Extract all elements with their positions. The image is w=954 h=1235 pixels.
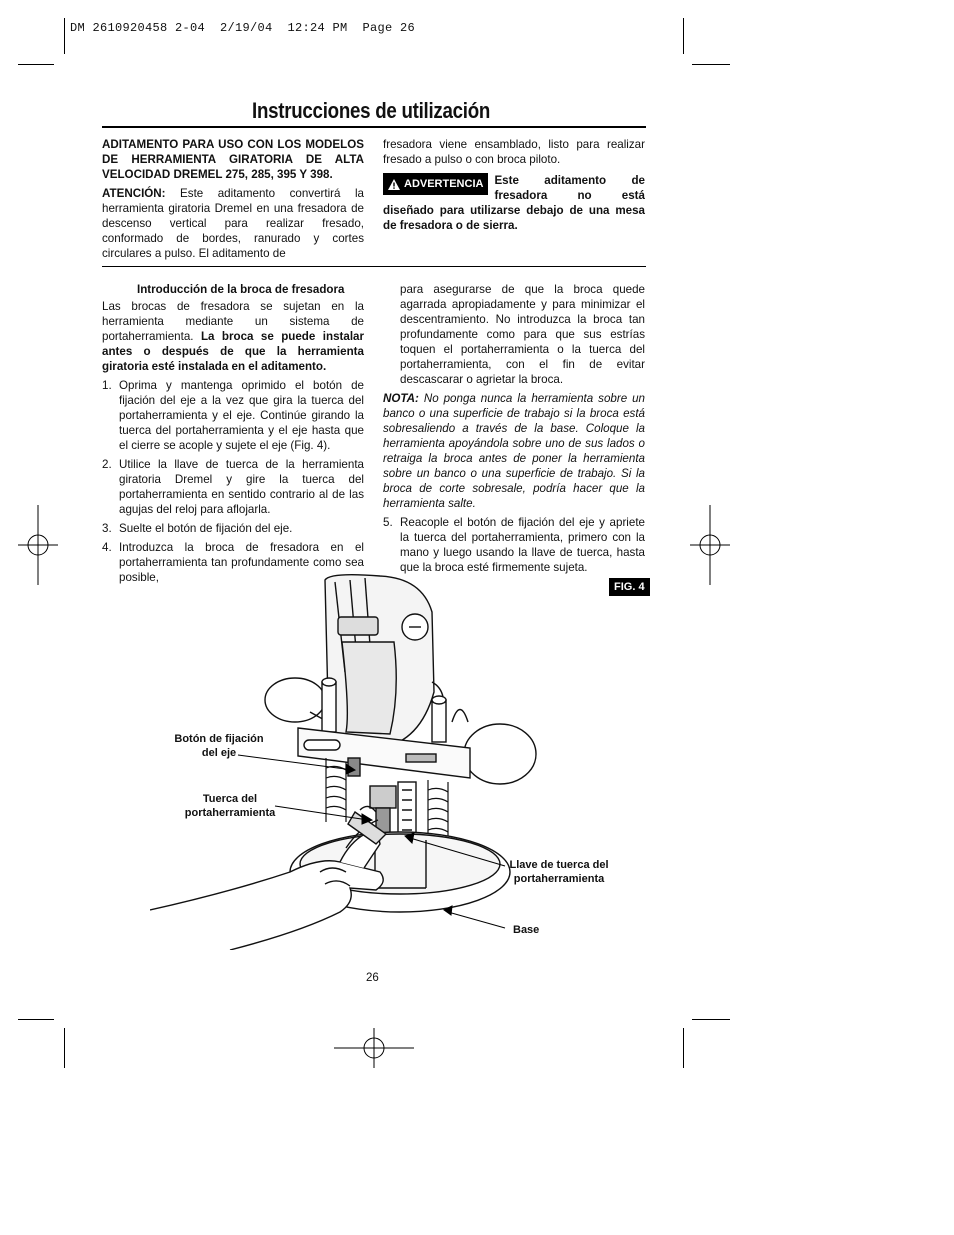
figure-label: FIG. 4 <box>609 578 650 596</box>
step-text: Introduzca la broca de fresadora en el portaherramienta tan profundamente como sea posible, <box>119 541 364 584</box>
attachment-continuation: fresadora viene ensamblado, listo para realizar fresado a pulso o con broca piloto. <box>383 138 645 166</box>
step-text: Suelte el botón de fijación del eje. <box>119 522 293 535</box>
callout-line: portaherramienta <box>513 873 605 885</box>
page-number: 26 <box>366 972 379 984</box>
wrench-callout <box>506 858 612 886</box>
collet-nut-callout <box>182 792 278 820</box>
note-label: NOTA: <box>383 392 419 405</box>
warning-text: Este aditamento de fresadora no está diseñado para utilizarse debajo de una mesa de fresadora o de sierra. <box>383 174 645 232</box>
shaft-lock-callout <box>174 732 264 760</box>
step-number: 3. <box>102 522 112 535</box>
router-bit-intro-bold: La broca se puede instalar antes o después de que la herramienta giratoria esté instalada en el aditamento. <box>102 330 365 373</box>
warning-label: ADVERTENCIA <box>404 178 484 190</box>
step-number: 1. <box>102 379 112 392</box>
callout-line: Tuerca del <box>202 793 258 805</box>
step-number: 5. <box>383 516 393 529</box>
step-number: 4. <box>102 541 112 554</box>
printer-slug: DM 2610920458 2-04 2/19/04 12:24 PM Page 26 <box>70 21 416 35</box>
base-callout: Base <box>513 924 540 936</box>
step4-continuation: para asegurarse de que la broca quede agarrada apropiadamente y para minimizar el descentramiento. No introduzca la broca tan profundamente como para que sus estrías toquen el portaherramienta o la tuerca del portaherramienta, con el fin de evitar descascarar o agrietar la broca. <box>400 283 645 386</box>
callout-line: portaherramienta <box>184 807 276 819</box>
note-text: No ponga nunca la herramienta sobre un banco o una superficie de trabajo si la broca está sobresaliendo a través de la base. Coloque la herramienta apoyándola sobre uno de sus lados o retraiga la broca antes de poner la herramienta sobre un banco o una superficie de trabajo. Si la broca de corte sobresale, podría hacer que la herramienta salte. <box>383 392 645 510</box>
callout-line: Llave de tuerca del <box>509 859 609 871</box>
attention-label: ATENCIÓN: <box>102 187 166 200</box>
callout-line: del eje <box>201 747 237 759</box>
step-number: 2. <box>102 458 112 471</box>
attachment-heading: ADITAMENTO PARA USO CON LOS MODELOS DE HERRAMIENTA GIRATORIA DE ALTA VELOCIDAD DREMEL 275, 285, 395 Y 398. <box>102 138 364 181</box>
step-text: Utilice la llave de tuerca de la herramienta giratoria Dremel y gire la tuerca del portaherramienta en sentido contrario al de las agujas del reloj para aflojarla. <box>119 458 364 516</box>
attention-text: Este aditamento convertirá la herramienta giratoria Dremel en una fresadora de descenso vertical para realizar fresado, conformado de bordes, ranurado y cortes circulares a pulso. El aditamento de <box>102 187 364 260</box>
page-title: Instrucciones de utilización <box>252 98 491 123</box>
step-text: Oprima y mantenga oprimido el botón de fijación del eje a la vez que gira la tuerca del portaherramienta y el eje. Continúe girando la tuerca del portaherramienta y el eje hasta que el cierre se acople y sujete el eje (Fig. 4). <box>119 379 364 452</box>
step-text: Reacople el botón de fijación del eje y apriete la tuerca del portaherramienta, primero con la mano y luego usando la llave de tuerca, hasta que la broca esté firmemente sujeta. <box>400 516 645 574</box>
section-subhead: Introducción de la broca de fresadora <box>137 283 345 296</box>
callout-line: Botón de fijación <box>174 733 264 745</box>
router-bit-intro-text: Las brocas de fresadora se sujetan en la herramienta mediante un sistema de portaherramienta. <box>102 300 364 343</box>
